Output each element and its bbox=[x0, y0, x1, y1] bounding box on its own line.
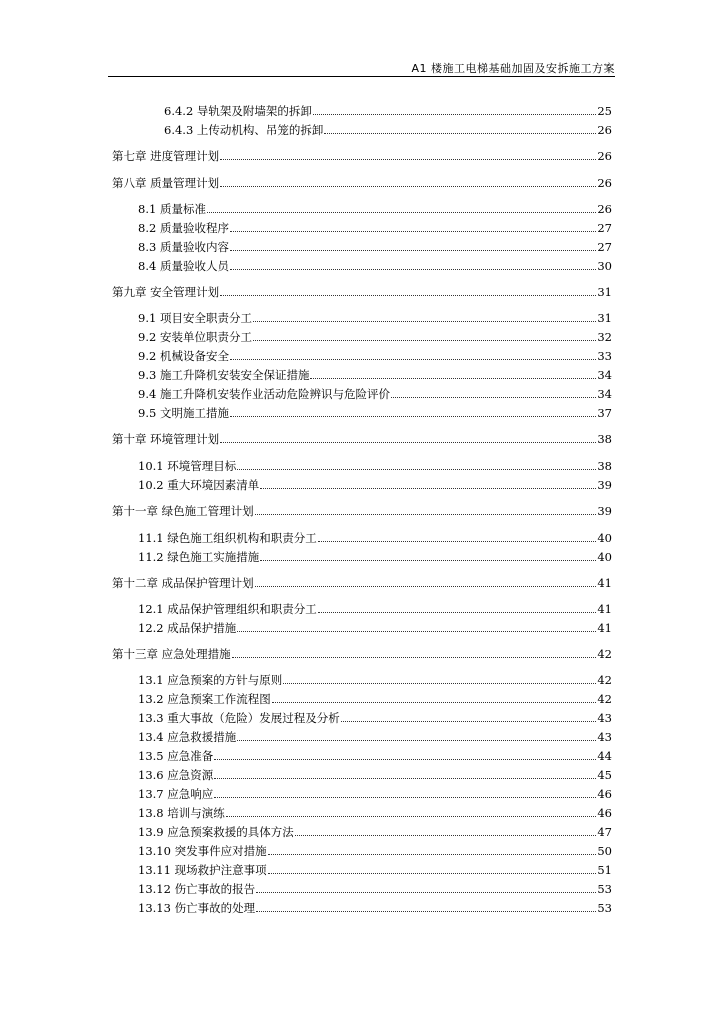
toc-entry-label: 13.7 应急响应 bbox=[138, 787, 214, 801]
toc-dot-leader bbox=[232, 656, 597, 658]
toc-page-number: 46 bbox=[597, 806, 612, 820]
toc-dot-leader bbox=[220, 294, 596, 296]
toc-page-number: 38 bbox=[597, 459, 612, 473]
toc-entry-label: 10.1 环境管理目标 bbox=[138, 459, 237, 473]
toc-page-number: 34 bbox=[597, 387, 612, 401]
toc-section-entry[interactable] bbox=[164, 119, 612, 137]
toc-entry-label: 13.3 重大事故（危险）发展过程及分析 bbox=[138, 711, 340, 725]
document-title: A1 楼施工电梯基础加固及安拆施工方案 bbox=[411, 62, 615, 75]
toc-page-number: 34 bbox=[597, 368, 612, 382]
toc-page-number: 40 bbox=[597, 550, 612, 564]
toc-section-entry[interactable] bbox=[138, 669, 612, 687]
toc-chapter-entry[interactable] bbox=[112, 172, 612, 190]
toc-page-number: 43 bbox=[597, 711, 612, 725]
toc-dot-leader bbox=[260, 487, 596, 489]
toc-page-number: 32 bbox=[597, 330, 612, 344]
toc-dot-leader bbox=[324, 132, 596, 134]
toc-section-entry[interactable] bbox=[138, 821, 612, 839]
toc-chapter-entry[interactable] bbox=[112, 281, 612, 299]
toc-dot-leader bbox=[230, 268, 596, 270]
toc-dot-leader bbox=[313, 113, 596, 115]
toc-page-number: 53 bbox=[597, 901, 612, 915]
toc-entry-label: 9.2 安装单位职责分工 bbox=[138, 330, 252, 344]
toc-dot-leader bbox=[230, 249, 596, 251]
toc-page-number: 40 bbox=[597, 531, 612, 545]
toc-section-entry[interactable] bbox=[138, 236, 612, 254]
toc-section-entry[interactable] bbox=[138, 598, 612, 616]
toc-entry-label: 13.4 应急救援措施 bbox=[138, 730, 237, 744]
toc-entry-label: 第十一章 绿色施工管理计划 bbox=[112, 504, 254, 518]
toc-dot-leader bbox=[260, 559, 596, 561]
toc-entry-label: 13.8 培训与演练 bbox=[138, 806, 225, 820]
toc-page-number: 26 bbox=[597, 123, 612, 137]
toc-dot-leader bbox=[220, 441, 596, 443]
toc-page-number: 45 bbox=[597, 768, 612, 782]
toc-section-entry[interactable] bbox=[138, 840, 612, 858]
toc-page-number: 47 bbox=[597, 825, 612, 839]
toc-entry-label: 第十三章 应急处理措施 bbox=[112, 647, 231, 661]
toc-section-entry[interactable] bbox=[138, 455, 612, 473]
toc-entry-label: 第九章 安全管理计划 bbox=[112, 285, 220, 299]
toc-entry-label: 6.4.3 上传动机构、吊笼的拆卸 bbox=[164, 123, 324, 137]
toc-section-entry[interactable] bbox=[138, 764, 612, 782]
toc-dot-leader bbox=[226, 815, 597, 817]
toc-section-entry[interactable] bbox=[164, 100, 612, 118]
toc-dot-leader bbox=[268, 872, 597, 874]
toc-dot-leader bbox=[237, 468, 596, 470]
toc-entry-label: 9.2 机械设备安全 bbox=[138, 349, 229, 363]
toc-section-entry[interactable] bbox=[138, 726, 612, 744]
toc-section-entry[interactable] bbox=[138, 345, 612, 363]
toc-dot-leader bbox=[268, 853, 597, 855]
toc-entry-label: 10.2 重大环境因素清单 bbox=[138, 478, 260, 492]
toc-entry-label: 12.2 成品保护措施 bbox=[138, 621, 237, 635]
toc-page-number: 39 bbox=[597, 478, 612, 492]
toc-entry-label: 13.13 伤亡事故的处理 bbox=[138, 901, 256, 915]
toc-section-entry[interactable] bbox=[138, 474, 612, 492]
toc-entry-label: 11.1 绿色施工组织机构和职责分工 bbox=[138, 531, 317, 545]
toc-dot-leader bbox=[283, 682, 596, 684]
toc-page-number: 30 bbox=[597, 259, 612, 273]
toc-entry-label: 6.4.2 导轨架及附墙架的拆卸 bbox=[164, 104, 312, 118]
toc-page-number: 31 bbox=[597, 285, 612, 299]
toc-entry-label: 8.3 质量验收内容 bbox=[138, 240, 229, 254]
page-header bbox=[108, 60, 615, 77]
toc-page-number: 44 bbox=[597, 749, 612, 763]
toc-dot-leader bbox=[207, 211, 596, 213]
toc-page-number: 33 bbox=[597, 349, 612, 363]
toc-page-number: 25 bbox=[597, 104, 612, 118]
toc-dot-leader bbox=[255, 585, 597, 587]
toc-dot-leader bbox=[230, 230, 596, 232]
toc-chapter-entry[interactable] bbox=[112, 643, 612, 661]
toc-entry-label: 13.12 伤亡事故的报告 bbox=[138, 882, 256, 896]
toc-dot-leader bbox=[391, 396, 596, 398]
toc-entry-label: 第七章 进度管理计划 bbox=[112, 149, 220, 163]
toc-page-number: 27 bbox=[597, 240, 612, 254]
toc-dot-leader bbox=[318, 540, 597, 542]
toc-entry-label: 9.4 施工升降机安装作业活动危险辨识与危险评价 bbox=[138, 387, 390, 401]
toc-page-number: 42 bbox=[597, 692, 612, 706]
toc-section-entry[interactable] bbox=[138, 897, 612, 915]
toc-dot-leader bbox=[253, 339, 596, 341]
toc-page-number: 46 bbox=[597, 787, 612, 801]
toc-section-entry[interactable] bbox=[138, 745, 612, 763]
toc-section-entry[interactable] bbox=[138, 198, 612, 216]
toc-page-number: 43 bbox=[597, 730, 612, 744]
toc-section-entry[interactable] bbox=[138, 688, 612, 706]
toc-dot-leader bbox=[214, 758, 596, 760]
toc-dot-leader bbox=[295, 834, 597, 836]
toc-section-entry[interactable] bbox=[138, 617, 612, 635]
toc-page-number: 27 bbox=[597, 221, 612, 235]
toc-dot-leader bbox=[341, 720, 597, 722]
toc-entry-label: 8.2 质量验收程序 bbox=[138, 221, 229, 235]
toc-page-number: 41 bbox=[597, 621, 612, 635]
toc-dot-leader bbox=[256, 910, 596, 912]
toc-section-entry[interactable] bbox=[138, 255, 612, 273]
toc-entry-label: 第十章 环境管理计划 bbox=[112, 432, 220, 446]
toc-dot-leader bbox=[256, 891, 596, 893]
toc-page-number: 31 bbox=[597, 311, 612, 325]
toc-section-entry[interactable] bbox=[138, 546, 612, 564]
toc-chapter-entry[interactable] bbox=[112, 428, 612, 446]
toc-section-entry[interactable] bbox=[138, 217, 612, 235]
toc-page-number: 51 bbox=[597, 863, 612, 877]
toc-page-number: 41 bbox=[597, 576, 612, 590]
toc-page-number: 26 bbox=[597, 176, 612, 190]
toc-section-entry[interactable] bbox=[138, 707, 612, 725]
toc-page-number: 26 bbox=[597, 202, 612, 216]
toc-dot-leader bbox=[272, 701, 597, 703]
toc-dot-leader bbox=[318, 611, 597, 613]
toc-section-entry[interactable] bbox=[138, 364, 612, 382]
toc-dot-leader bbox=[237, 739, 596, 741]
toc-page-number: 39 bbox=[597, 504, 612, 518]
toc-entry-label: 13.6 应急资源 bbox=[138, 768, 214, 782]
toc-entry-label: 第十二章 成品保护管理计划 bbox=[112, 576, 254, 590]
toc-entry-label: 12.1 成品保护管理组织和职责分工 bbox=[138, 602, 317, 616]
toc-dot-leader bbox=[230, 358, 596, 360]
toc-dot-leader bbox=[237, 630, 596, 632]
toc-chapter-entry[interactable] bbox=[112, 572, 612, 590]
toc-page-number: 41 bbox=[597, 602, 612, 616]
toc-dot-leader bbox=[214, 777, 596, 779]
toc-page-number: 38 bbox=[597, 432, 612, 446]
toc-entry-label: 13.10 突发事件应对措施 bbox=[138, 844, 267, 858]
toc-entry-label: 13.2 应急预案工作流程图 bbox=[138, 692, 271, 706]
toc-dot-leader bbox=[230, 415, 596, 417]
toc-section-entry[interactable] bbox=[138, 326, 612, 344]
toc-section-entry[interactable] bbox=[138, 859, 612, 877]
toc-section-entry[interactable] bbox=[138, 527, 612, 545]
toc-dot-leader bbox=[255, 513, 597, 515]
toc-page-number: 37 bbox=[597, 406, 612, 420]
toc-section-entry[interactable] bbox=[138, 783, 612, 801]
toc-entry-label: 9.1 项目安全职责分工 bbox=[138, 311, 252, 325]
toc-chapter-entry[interactable] bbox=[112, 145, 612, 163]
toc-dot-leader bbox=[214, 796, 596, 798]
toc-entry-label: 13.11 现场救护注意事项 bbox=[138, 863, 267, 877]
toc-dot-leader bbox=[253, 320, 596, 322]
toc-dot-leader bbox=[220, 158, 596, 160]
toc-entry-label: 9.5 文明施工措施 bbox=[138, 406, 229, 420]
toc-section-entry[interactable] bbox=[138, 878, 612, 896]
toc-page-number: 50 bbox=[597, 844, 612, 858]
toc-dot-leader bbox=[310, 377, 596, 379]
toc-entry-label: 9.3 施工升降机安装安全保证措施 bbox=[138, 368, 310, 382]
toc-page-number: 53 bbox=[597, 882, 612, 896]
toc-entry-label: 13.1 应急预案的方针与原则 bbox=[138, 673, 283, 687]
toc-section-entry[interactable] bbox=[138, 307, 612, 325]
toc-section-entry[interactable] bbox=[138, 383, 612, 401]
toc-entry-label: 8.4 质量验收人员 bbox=[138, 259, 229, 273]
toc-entry-label: 13.9 应急预案救援的具体方法 bbox=[138, 825, 294, 839]
toc-dot-leader bbox=[220, 185, 596, 187]
toc-section-entry[interactable] bbox=[138, 802, 612, 820]
toc-section-entry[interactable] bbox=[138, 402, 612, 420]
toc-page-number: 26 bbox=[597, 149, 612, 163]
toc-entry-label: 13.5 应急准备 bbox=[138, 749, 214, 763]
toc-entry-label: 8.1 质量标准 bbox=[138, 202, 206, 216]
toc-page-number: 42 bbox=[597, 647, 612, 661]
toc-entry-label: 第八章 质量管理计划 bbox=[112, 176, 220, 190]
toc-page-number: 42 bbox=[597, 673, 612, 687]
toc-entry-label: 11.2 绿色施工实施措施 bbox=[138, 550, 260, 564]
toc-chapter-entry[interactable] bbox=[112, 500, 612, 518]
